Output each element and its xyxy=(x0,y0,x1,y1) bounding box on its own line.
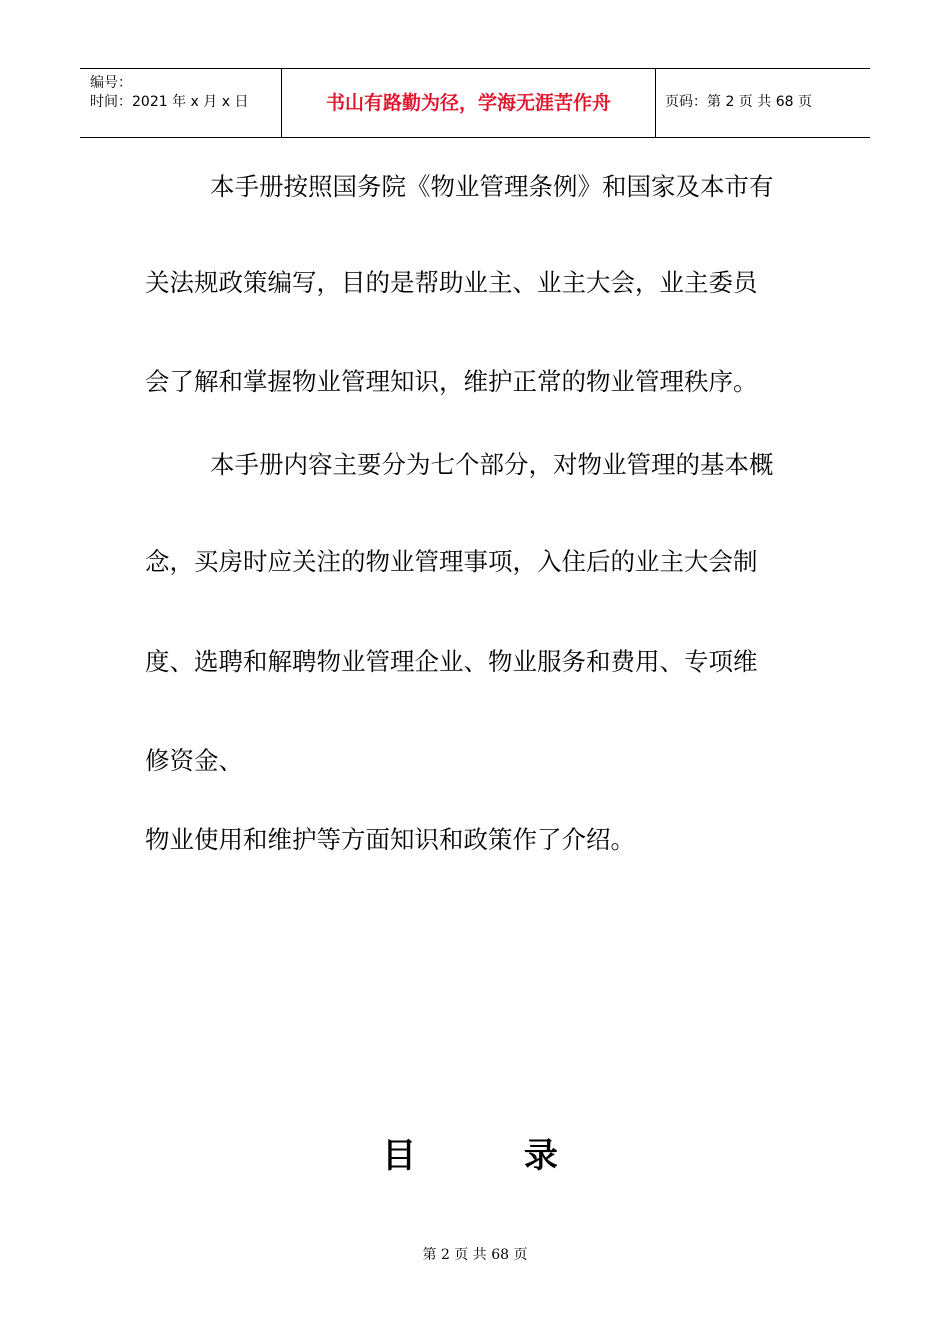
body-line: 物业使用和维护等方面知识和政策作了介绍。 xyxy=(145,825,635,854)
header-motto: 书山有路勤为径，学海无涯苦作舟 xyxy=(325,92,611,114)
body-line: 本手册按照国务院《物业管理条例》和国家及本市有 xyxy=(210,172,774,201)
page-footer: 第 2 页 共 68 页 xyxy=(422,1247,528,1263)
body-line: 度、选聘和解聘物业管理企业、物业服务和费用、专项维 xyxy=(145,647,758,676)
header-meta-cell xyxy=(80,69,281,137)
body-line: 修资金、 xyxy=(145,746,243,775)
document-time-label: 时间：2021 年 x 月 x 日 xyxy=(90,94,249,110)
document-number-label: 编号： xyxy=(90,75,132,91)
body-line: 念，买房时应关注的物业管理事项，入住后的业主大会制 xyxy=(145,547,758,576)
body-line: 本手册内容主要分为七个部分，对物业管理的基本概 xyxy=(210,450,774,479)
toc-title: 目 录 xyxy=(382,1136,606,1176)
header-page-info: 页码：第 2 页 共 68 页 xyxy=(665,94,812,110)
header-motto-cell xyxy=(281,69,656,137)
body-line: 关法规政策编写，目的是帮助业主、业主大会，业主委员 xyxy=(145,268,758,297)
body-line: 会了解和掌握物业管理知识，维护正常的物业管理秩序。 xyxy=(145,367,758,396)
document-header xyxy=(80,68,870,138)
header-page-cell xyxy=(655,69,870,137)
